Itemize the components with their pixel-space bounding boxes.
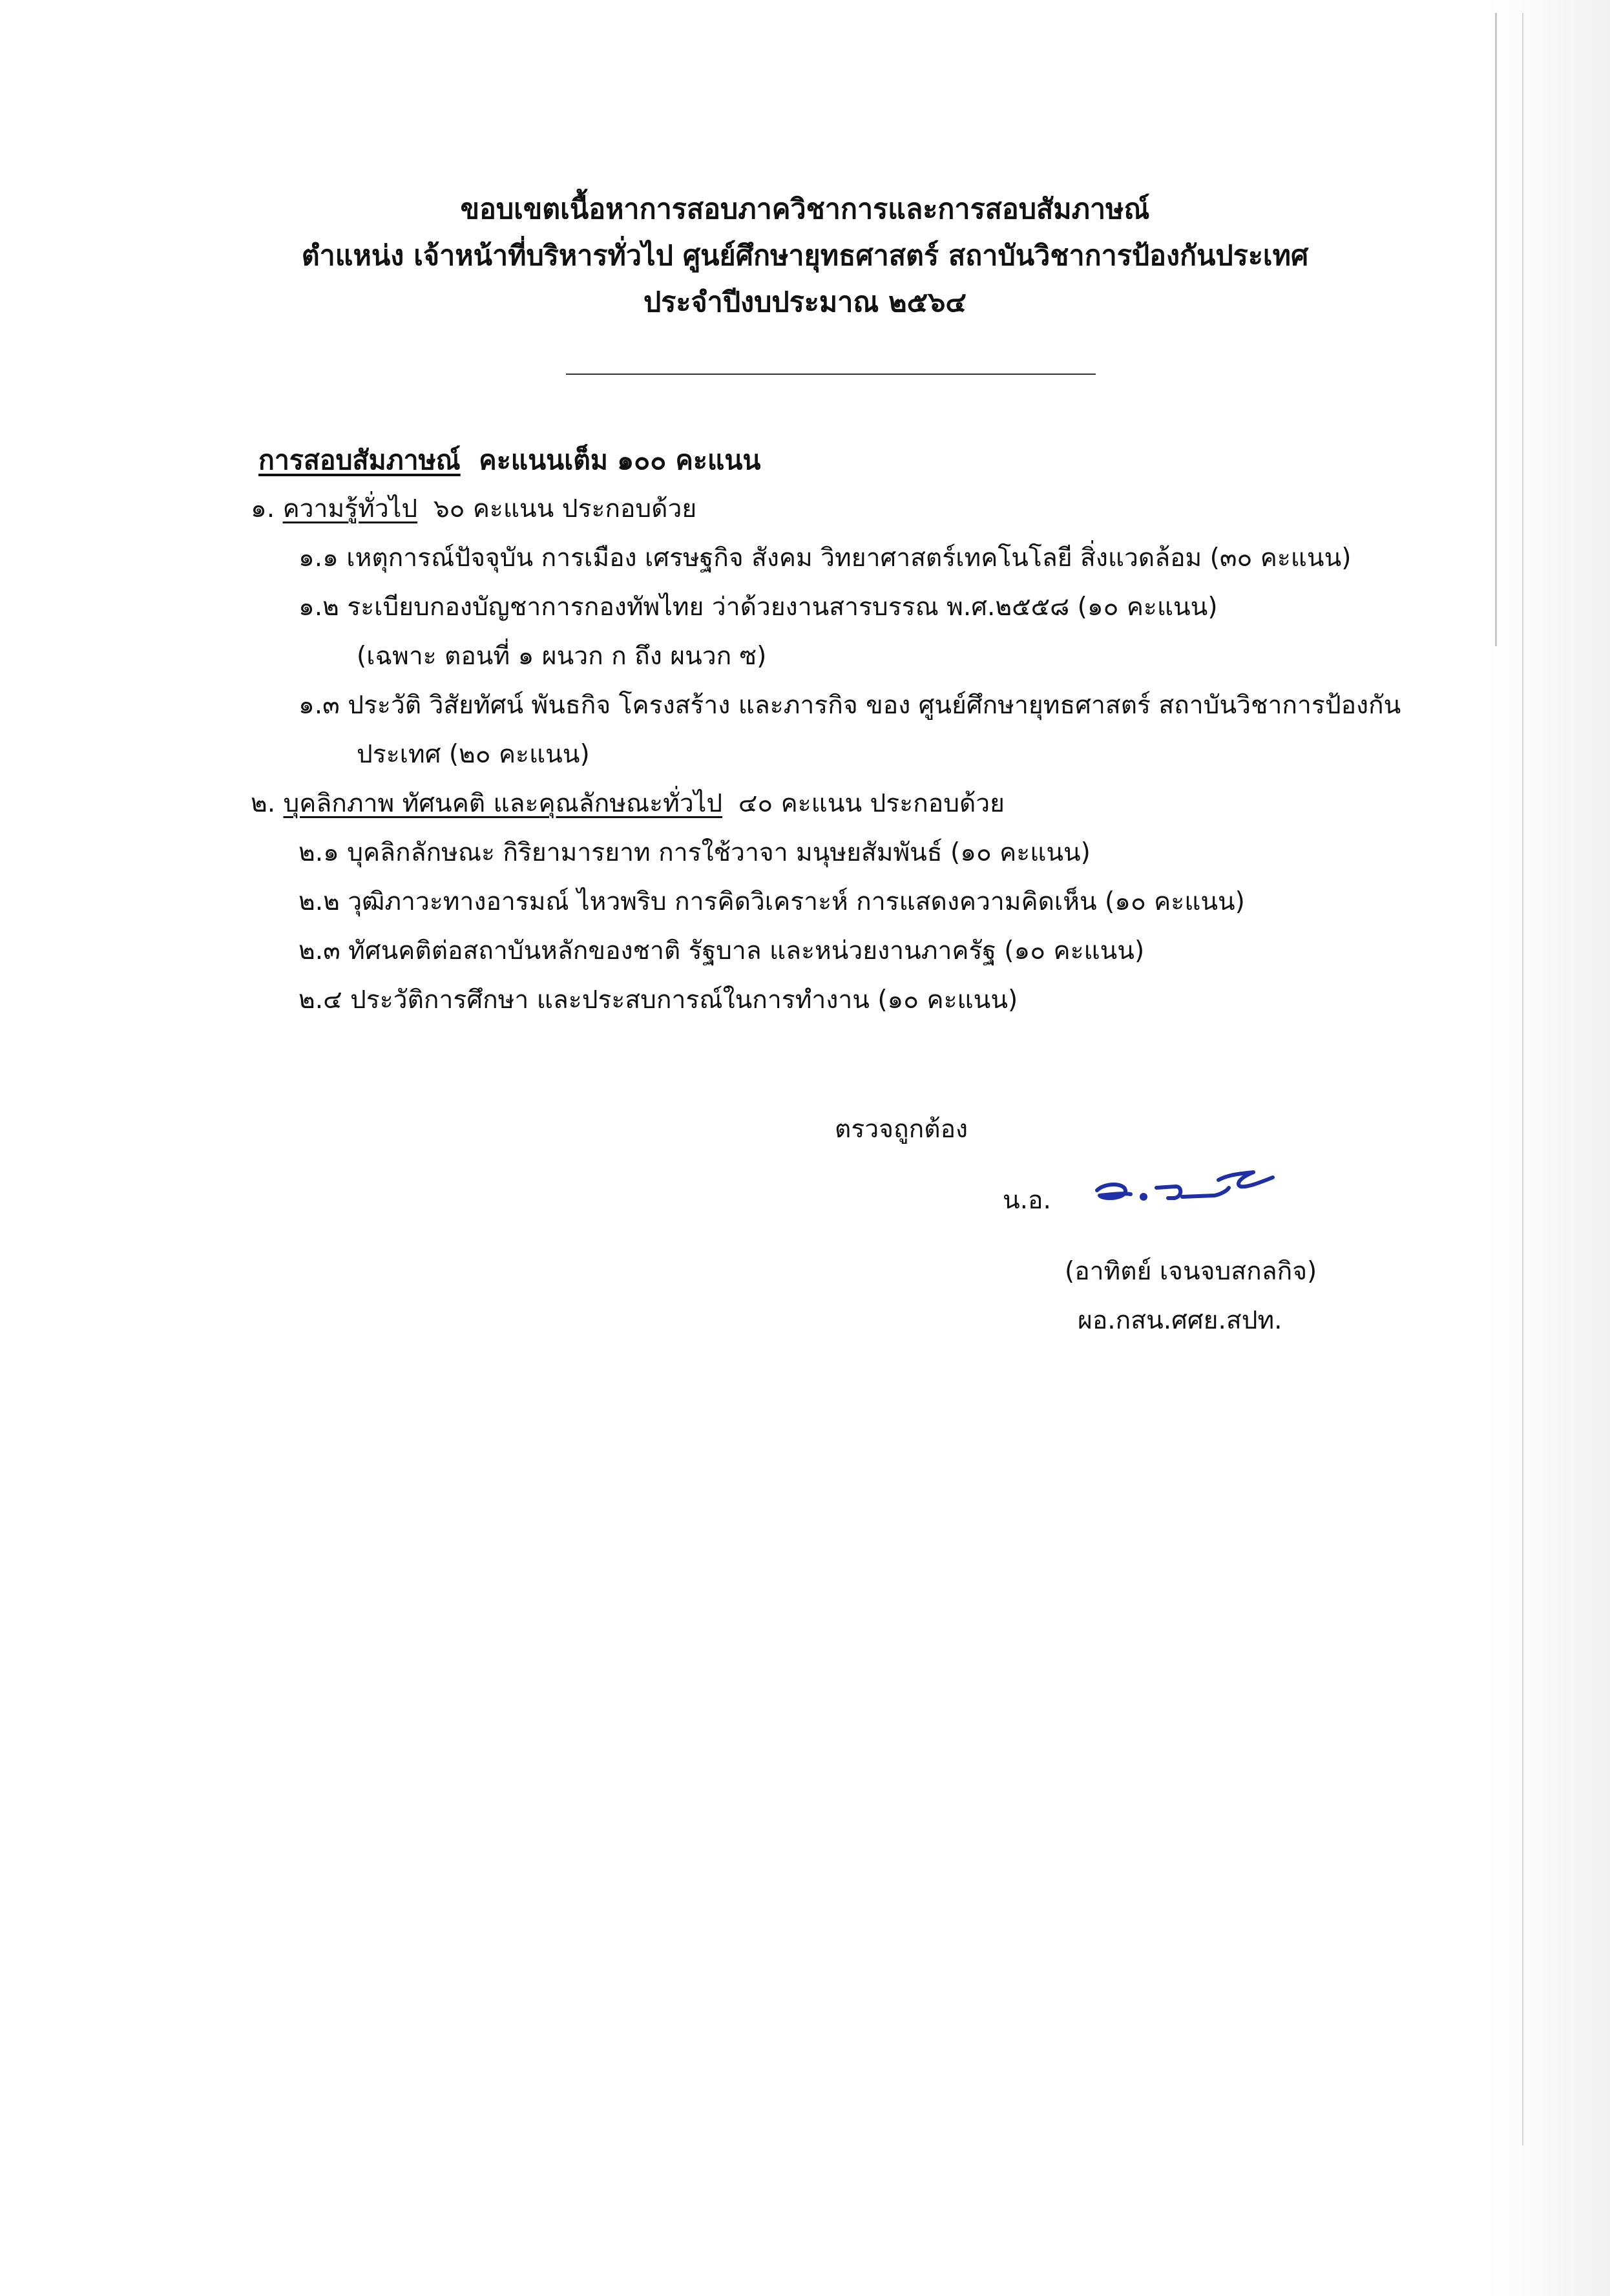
item-2-1: ๒.๑ บุคลิกลักษณะ กิริยามารยาท การใช้วาจา มนุษยสัมพันธ์ (๑๐ คะแนน) — [298, 838, 1091, 867]
item-1-1: ๑.๑ เหตุการณ์ปัจจุบัน การเมือง เศรษฐกิจ สังคม วิทยาศาสตร์เทคโนโลยี สิ่งแวดล้อม (๓๐ คะแนน) — [298, 543, 1352, 573]
document-header — [0, 186, 1610, 326]
item-1-3: ๑.๓ ประวัติ วิสัยทัศน์ พันธกิจ โครงสร้าง และภารกิจ ของ ศูนย์ศึกษายุทธศาสตร์ สถาบันวิชาการป้องกัน — [298, 691, 1401, 720]
item-2-number: ๒. — [251, 789, 276, 818]
item-2-4: ๒.๔ ประวัติการศึกษา และประสบการณ์ในการทำงาน (๑๐ คะแนน) — [298, 985, 1018, 1015]
signer-position: ผอ.กสน.ศศย.สปท. — [1078, 1306, 1282, 1335]
section-title: การสอบสัมภาษณ์ — [258, 445, 461, 476]
item-2-2: ๒.๒ วุฒิภาวะทางอารมณ์ ไหวพริบ การคิดวิเคราะห์ การแสดงความคิดเห็น (๑๐ คะแนน) — [298, 887, 1245, 916]
section-total-score: คะแนนเต็ม ๑๐๐ คะแนน — [479, 445, 761, 476]
scan-fold-line — [1495, 13, 1497, 646]
item-1-3-cont: ประเทศ (๒๐ คะแนน) — [357, 740, 590, 769]
item-1-number: ๑. — [251, 494, 275, 523]
signature-stroke — [1097, 1185, 1131, 1198]
item-1-2-note: (เฉพาะ ตอนที่ ๑ ผนวก ก ถึง ผนวก ซ) — [357, 642, 767, 671]
header-divider — [566, 374, 1096, 375]
scan-edge-shadow — [1487, 0, 1610, 2296]
item-2-title: บุคลิกภาพ ทัศนคติ และคุณลักษณะทั่วไป — [283, 789, 723, 818]
signer-rank: น.อ. — [1003, 1186, 1051, 1215]
item-1-title: ความรู้ทั่วไป — [282, 494, 418, 523]
verified-label: ตรวจถูกต้อง — [835, 1115, 968, 1144]
header-fiscal-year: ประจำปีงบประมาณ ๒๕๖๔ — [643, 286, 967, 319]
header-position: ตำแหน่ง เจ้าหน้าที่บริหารทั่วไป ศูนย์ศึกษายุทธศาสตร์ สถาบันวิชาการป้องกันประเทศ — [301, 240, 1309, 272]
item-2-heading — [251, 783, 1005, 823]
signature-stroke — [1156, 1186, 1180, 1198]
item-1-heading — [251, 489, 696, 529]
signature-dot — [1142, 1195, 1145, 1199]
signer-name: (อาทิตย์ เจนจบสกลกิจ) — [1065, 1257, 1317, 1286]
item-1-2: ๑.๒ ระเบียบกองบัญชาการกองทัพไทย ว่าด้วยงานสารบรรณ พ.ศ.๒๕๕๘ (๑๐ คะแนน) — [298, 593, 1218, 622]
header-title: ขอบเขตเนื้อหาการสอบภาควิชาการและการสอบสัมภาษณ์ — [460, 193, 1150, 226]
handwritten-signature — [1092, 1168, 1279, 1214]
item-1-score: ๖๐ คะแนน ประกอบด้วย — [433, 494, 697, 523]
signature-stroke — [1182, 1188, 1229, 1197]
section-heading — [258, 439, 760, 481]
signature-stroke — [1218, 1172, 1273, 1186]
item-2-3: ๒.๓ ทัศนคติต่อสถาบันหลักของชาติ รัฐบาล และหน่วยงานภาครัฐ (๑๐ คะแนน) — [298, 936, 1145, 965]
item-2-score: ๔๐ คะแนน ประกอบด้วย — [738, 789, 1005, 818]
scan-fold-line — [1522, 13, 1523, 2145]
